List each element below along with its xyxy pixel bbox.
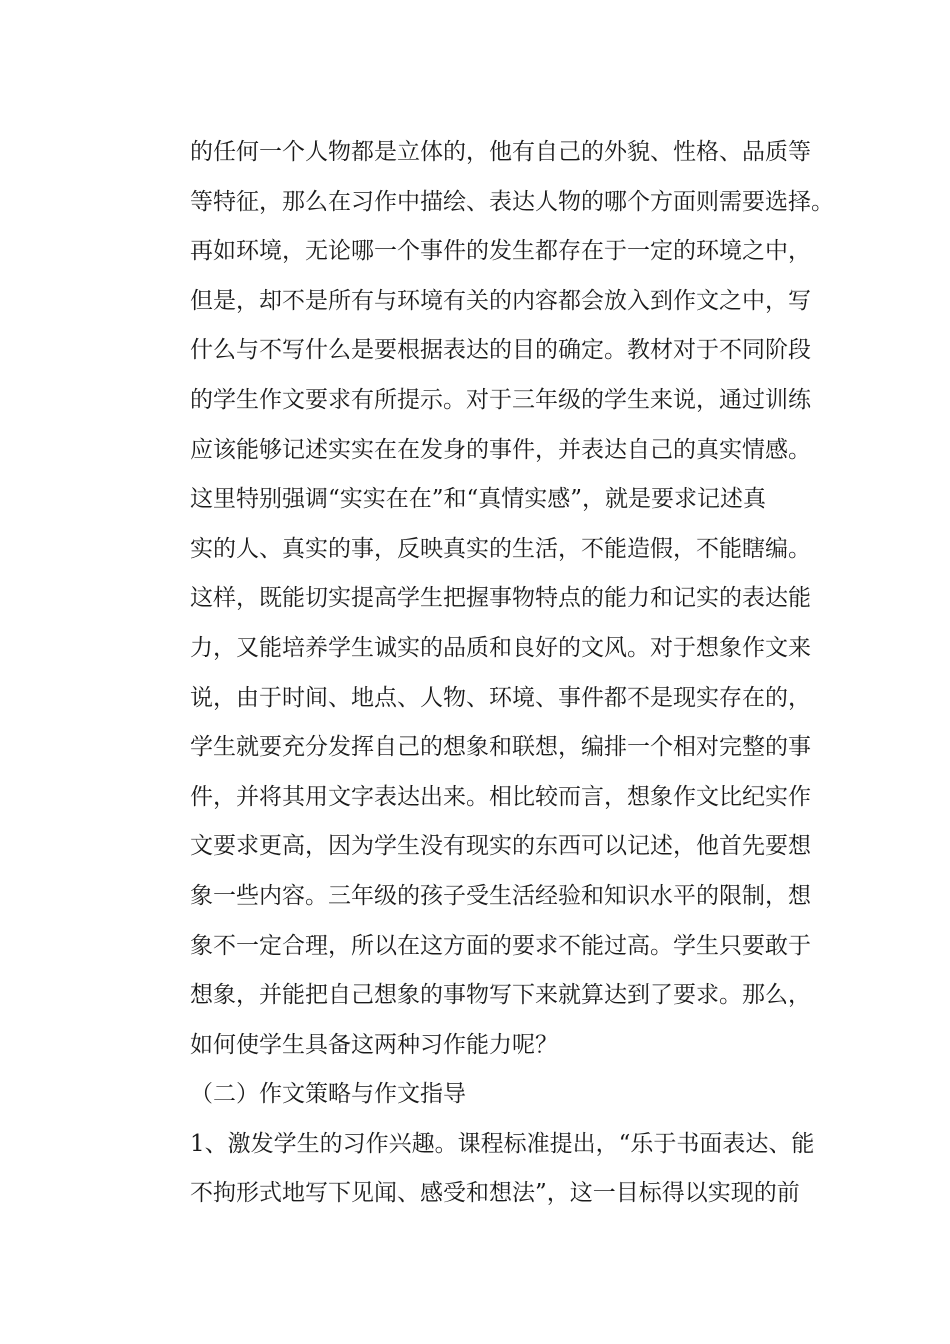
text-line: 件，并将其用文字表达出来。相比较而言，想象作文比纪实作 (190, 783, 811, 810)
text-line: 学生就要充分发挥自己的想象和联想，编排一个相对完整的事 (190, 734, 811, 761)
text-line: 实的人、真实的事，反映真实的生活，不能造假，不能瞎编。 (190, 535, 811, 562)
text-line: 等特征，那么在习作中描绘、表达人物的哪个方面则需要选择。 (190, 188, 834, 215)
text-line: 不拘形式地写下见闻、感受和想法”，这一目标得以实现的前 (190, 1180, 800, 1207)
text-line: 如何使学生具备这两种习作能力呢？ (190, 1031, 558, 1058)
text-line: 1、激发学生的习作兴趣。课程标准提出，“乐于书面表达、能 (190, 1130, 815, 1157)
text-line: 想象，并能把自己想象的事物写下来就算达到了要求。那么， (190, 982, 811, 1009)
text-line: 象一些内容。三年级的孩子受生活经验和知识水平的限制，想 (190, 882, 811, 909)
text-line: 这里特别强调“实实在在”和“真情实感”，就是要求记述真 (190, 486, 767, 513)
section-heading: （二）作文策略与作文指导 (190, 1081, 466, 1108)
text-line: 这样，既能切实提高学生把握事物特点的能力和记实的表达能 (190, 585, 811, 612)
text-line: 再如环境，无论哪一个事件的发生都存在于一定的环境之中， (190, 238, 811, 265)
text-line: 说，由于时间、地点、人物、环境、事件都不是现实存在的， (190, 684, 811, 711)
text-line: 应该能够记述实实在在发身的事件，并表达自己的真实情感。 (190, 436, 811, 463)
text-line: 力，又能培养学生诚实的品质和良好的文风。对于想象作文来 (190, 634, 811, 661)
text-line: 的任何一个人物都是立体的，他有自己的外貌、性格、品质等 (190, 139, 811, 165)
text-line: 但是，却不是所有与环境有关的内容都会放入到作文之中，写 (190, 287, 811, 314)
body-text (190, 128, 834, 1219)
text-line: 什么与不写什么是要根据表达的目的确定。教材对于不同阶段 (190, 337, 811, 364)
text-line: 象不一定合理，所以在这方面的要求不能过高。学生只要敢于 (190, 932, 811, 959)
text-line: 文要求更高，因为学生没有现实的东西可以记述，他首先要想 (190, 833, 811, 860)
text-line: 的学生作文要求有所提示。对于三年级的学生来说，通过训练 (190, 386, 811, 413)
